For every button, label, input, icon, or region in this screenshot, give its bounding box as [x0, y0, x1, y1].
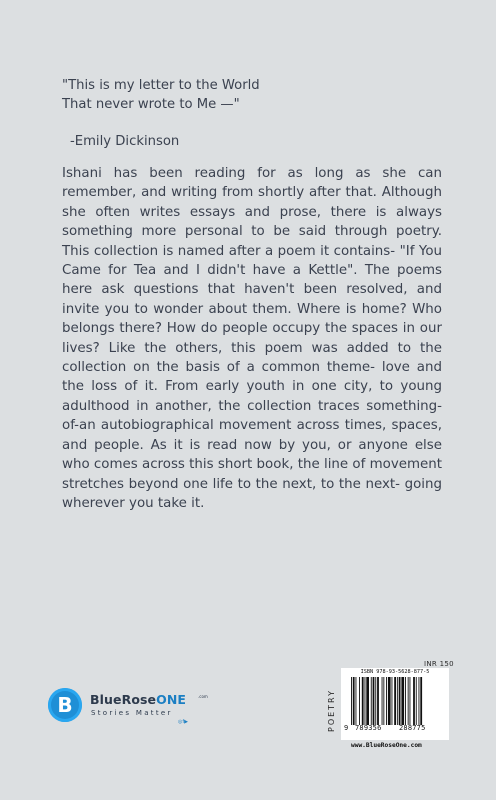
barcode-bar [420, 677, 422, 725]
barcode-digit-group-1: 789356 [355, 724, 382, 732]
barcode-bar [410, 677, 411, 725]
epigraph-line-1: "This is my letter to the World [62, 78, 260, 93]
barcode-bar [365, 677, 366, 725]
social-icons: ◎f▶ [178, 719, 188, 725]
barcode-bar [383, 677, 384, 725]
barcode-bar [408, 677, 409, 725]
logo-letter: B [57, 693, 73, 717]
publisher-logo-icon [48, 688, 82, 722]
barcode-bar [416, 677, 417, 725]
barcode-digit-lead: 9 [344, 724, 349, 732]
book-blurb: Ishani has been reading for as long as she can remember, and writing from shortly after that. Although she often writes essays and prose, there is always something more personal to be said through poetry. This collection is named after a poem it contains- "If You Came for Tea and I didn't have a Kettle". The poems here ask questions that haven't been resolved, and invite you to wonder about them. Where is home? Who belongs there? How do people occupy the spaces in our lives? Like the others, this poem was added to the collection on the basis of a common theme- love and the loss of it. From early youth in one city, to young adulthood in another, the collection traces something-of-an autobiographical movement across times, spaces, and people. As it is read now by you, or anyone else who comes across this short book, the line of movement stretches beyond one life to the next, to the next- going wherever you take it. [62, 166, 442, 511]
epigraph-attribution: -Emily Dickinson [70, 134, 180, 149]
category-label: POETRY [327, 689, 336, 732]
barcode-bar [401, 677, 404, 725]
barcode-bar [373, 677, 375, 725]
barcode-digit-group-2: 288775 [399, 724, 426, 732]
barcode-bar [392, 677, 393, 725]
barcode-bar [353, 677, 355, 725]
barcode-bar [386, 677, 387, 725]
barcode-bar [359, 677, 360, 725]
publisher-domain-mark: .com [198, 694, 208, 699]
barcode-bar [413, 677, 415, 725]
barcode-bars [351, 677, 445, 725]
epigraph [62, 76, 260, 114]
barcode-bar [399, 677, 401, 725]
barcode-bar [371, 677, 372, 725]
barcode-bar [362, 677, 364, 725]
barcode-bar [397, 677, 398, 725]
barcode-bar [394, 677, 396, 725]
barcode-bar [356, 677, 357, 725]
barcode-bar [419, 677, 420, 725]
barcode-bar [366, 677, 369, 725]
barcode-bar [388, 677, 391, 725]
publisher-tagline: Stories Matter [91, 709, 173, 717]
isbn-text: ISBN 978-93-5628-877-5 [360, 669, 430, 675]
barcode-bar [382, 677, 383, 725]
barcode-bar [405, 677, 406, 725]
publisher-website: www.BlueRoseOne.com [351, 742, 422, 749]
barcode [341, 668, 449, 740]
barcode-bar [351, 677, 352, 725]
publisher-name-part2: ONE [156, 692, 187, 707]
barcode-bar [375, 677, 376, 725]
barcode-bar [377, 677, 379, 725]
publisher-name-part1: BlueRose [90, 692, 157, 707]
price-label: INR 150 [424, 660, 454, 668]
publisher-name [90, 692, 186, 707]
epigraph-line-2: That never wrote to Me —" [62, 97, 240, 112]
